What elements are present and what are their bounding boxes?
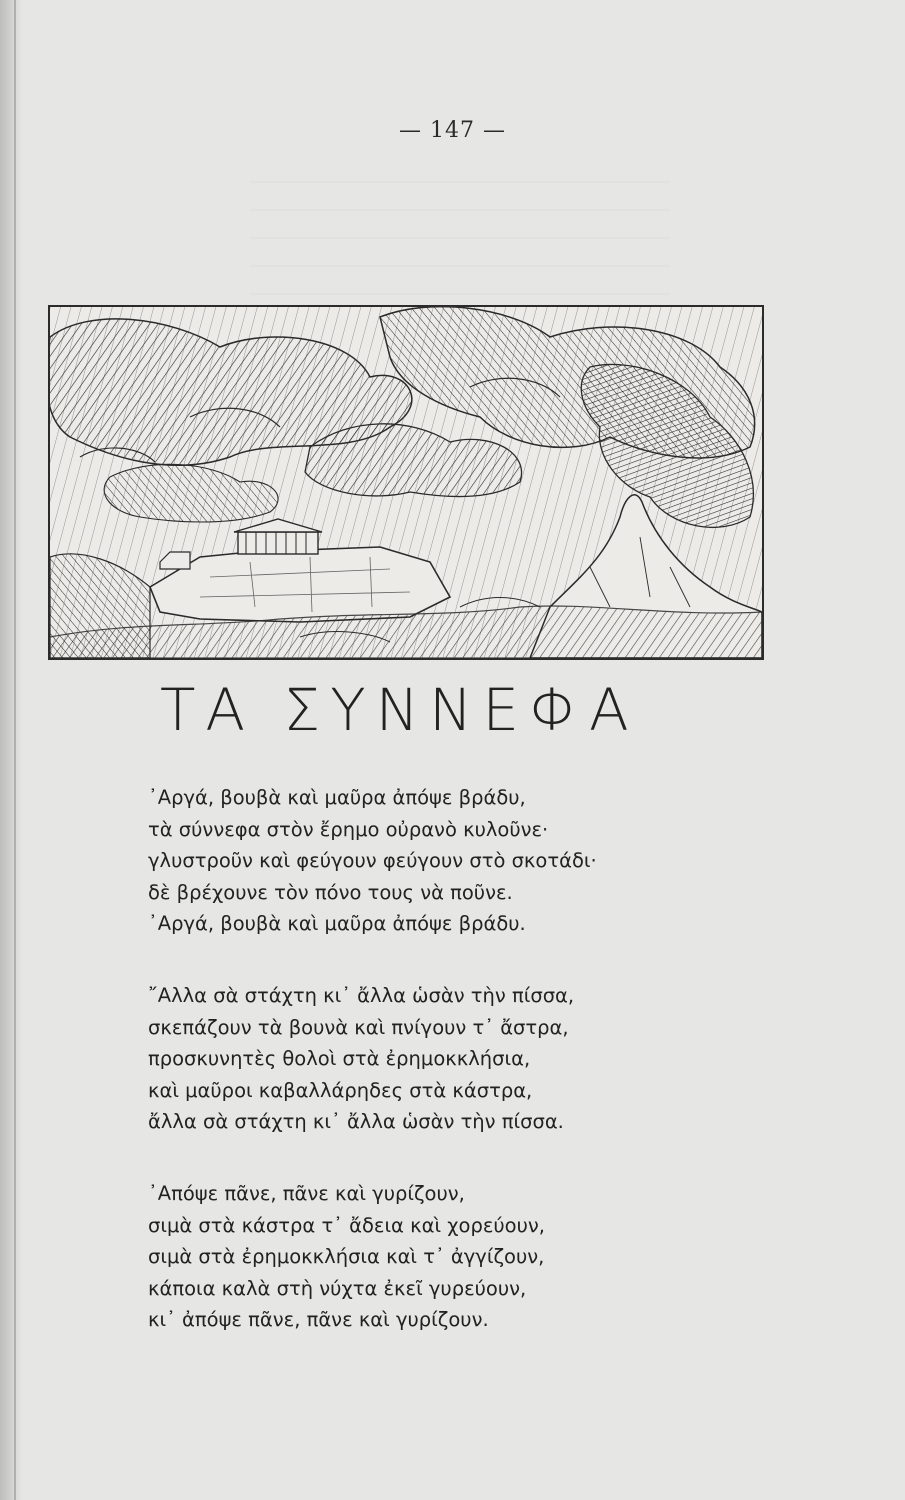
stanza-3 [148,1178,748,1336]
verse-line: γλυστροῦν καὶ φεύγουν φεύγουν στὸ σκοτάδι· [148,849,597,872]
stanza-2 [148,980,748,1138]
verse-line: ἄλλα σὰ στάχτη κι᾿ ἄλλα ὡσὰν τὴν πίσσα. [148,1110,564,1133]
verse-line: κι᾿ ἀπόψε πᾶνε, πᾶνε καὶ γυρίζουν. [148,1308,489,1331]
show-through-texture [250,165,670,295]
verse-line: ᾿Αργά, βουβὰ καὶ μαῦρα ἀπόψε βράδυ. [148,912,526,935]
verse-line: καὶ μαῦροι καβαλλάρηδες στὰ κάστρα, [148,1078,533,1102]
verse-line: σκεπάζουν τὰ βουνὰ καὶ πνίγουν τ᾿ ἄστρα, [148,1015,569,1039]
verse-line: ᾿Αργά, βουβὰ καὶ μαῦρα ἀπόψε βράδυ, [148,786,526,809]
verse-line: τὰ σύννεφα στὸν ἔρημο οὐρανὸ κυλοῦνε· [148,817,549,841]
verse-line: ᾿Απόψε πᾶνε, πᾶνε καὶ γυρίζουν, [148,1182,465,1205]
verse-line: σιμὰ στὰ κάστρα τ᾿ ἄδεια καὶ χορεύουν, [148,1213,545,1237]
page-gutter [0,0,22,1500]
gutter-fold-line [14,0,16,1500]
verse-line: κάποια καλὰ στὴ νύχτα ἐκεῖ γυρεύουν, [148,1276,527,1300]
verse-line: δὲ βρέχουνε τὸν πόνο τους νὰ ποῦνε. [148,880,513,904]
acropolis-clouds-drawing [48,305,764,660]
page-number: — 147 — [399,118,506,143]
poem-title: ΤΑ ΣΥΝΝΕΦΑ [160,676,639,744]
verse-line: ῎Αλλα σὰ στάχτη κι᾿ ἄλλα ὡσὰν τὴν πίσσα, [148,984,575,1007]
verse-line: σιμὰ στὰ ἐρημοκκλήσια καὶ τ᾿ ἀγγίζουν, [148,1245,545,1268]
verse-line: προσκυνητὲς θολοὶ στὰ ἐρημοκκλήσια, [148,1047,531,1070]
stanza-1 [148,782,748,940]
